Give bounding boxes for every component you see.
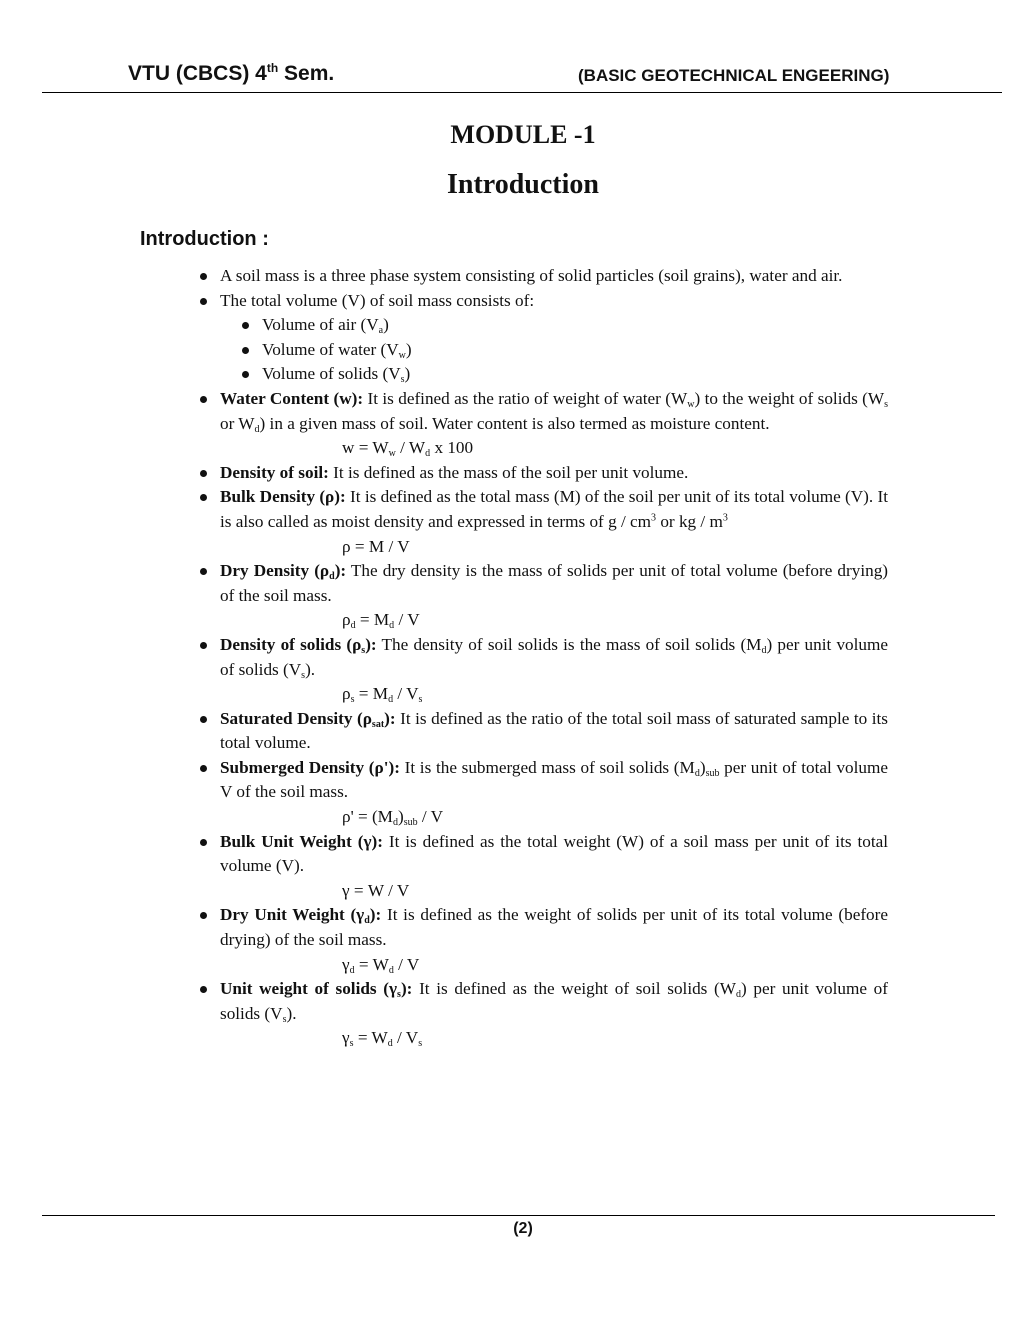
subscript: w <box>687 398 695 410</box>
text-segment: per unit of total volume V of the soil mass. <box>220 757 888 802</box>
formula <box>198 879 888 904</box>
definitions-list <box>198 264 888 1051</box>
subscript: s <box>350 694 355 706</box>
text-segment: The dry density is the mass of solids per unit of total volume (before drying) of the soil mass. <box>220 561 889 605</box>
subscript: s <box>282 1013 287 1025</box>
text-segment: / V <box>394 610 420 630</box>
list-item <box>198 903 888 952</box>
text-segment: ) in a given mass of soil. Water content is also termed as moisture content. <box>259 413 770 433</box>
subscript: sub <box>705 767 720 779</box>
text-segment: x 100 <box>430 438 474 458</box>
subscript: d <box>388 964 394 976</box>
text-segment: Dry Unit Weight (γ <box>220 905 365 925</box>
text-segment: ρ <box>342 684 351 704</box>
footer-rule <box>42 1215 995 1216</box>
header-course <box>128 62 334 86</box>
text-segment: = W <box>354 954 389 974</box>
text-segment: The total volume (V) of soil mass consists of: <box>220 290 535 310</box>
term <box>220 709 396 728</box>
header-course-sup: th <box>266 61 279 75</box>
subscript: s <box>884 398 888 410</box>
text-segment: It is the submerged mass of soil solids (M <box>399 757 695 777</box>
term: Submerged Density (ρ'): <box>220 757 400 777</box>
text-segment: ρ = M / V <box>342 536 410 556</box>
text-segment: / V <box>392 1028 419 1048</box>
list-item <box>198 264 888 289</box>
text-segment: Saturated Density (ρ <box>220 708 372 728</box>
text-segment: / W <box>395 438 426 458</box>
term: Density of soil: <box>220 462 329 482</box>
subscript: s <box>361 644 366 656</box>
text-segment: = M <box>355 610 390 630</box>
superscript: 3 <box>651 512 657 524</box>
subscript: d <box>364 915 370 927</box>
chapter-title: Introduction <box>447 169 599 200</box>
text-segment: Volume of solids (V <box>262 364 401 384</box>
formula <box>198 805 888 830</box>
text-segment: ) <box>405 339 412 359</box>
text-segment: ρ' = (M <box>342 807 393 827</box>
text-segment: ): <box>365 634 377 654</box>
module-title: MODULE -1 <box>450 120 596 149</box>
text-segment: = W <box>353 1028 388 1048</box>
text-segment: Dry Density (ρ <box>220 561 330 581</box>
subscript: d <box>387 1038 393 1050</box>
text-segment: / V <box>417 807 444 827</box>
text-segment: It is defined as the total mass (M) of the soil per unit of its total volume (V). It is also called as moist density and expressed in terms of g / cm <box>220 487 889 531</box>
subscript: d <box>736 989 741 1001</box>
list-item <box>198 707 888 756</box>
subscript: d <box>349 964 355 976</box>
text-segment: ) per unit volume of solids (V <box>220 979 888 1023</box>
text-segment: / V <box>393 954 420 974</box>
list-item <box>198 387 888 436</box>
text-segment: Volume of air (V <box>262 315 379 335</box>
list-item <box>198 756 888 805</box>
term <box>220 635 377 654</box>
text-segment: It is defined as the mass of the soil per unit volume. <box>328 462 689 482</box>
subscript: s <box>301 669 306 681</box>
text-segment: w = W <box>342 438 389 458</box>
sub-list-item <box>198 338 888 363</box>
list-item <box>198 461 888 486</box>
formula <box>198 436 888 461</box>
formula <box>198 608 888 633</box>
subscript: d <box>350 620 356 632</box>
subscript: d <box>389 620 395 632</box>
subscript: d <box>694 767 700 779</box>
page-number: (2) <box>513 1220 533 1237</box>
text-segment: ): <box>369 905 382 925</box>
text-segment: The density of soil solids is the mass of soil solids (M <box>376 634 762 654</box>
text-segment: Density of solids (ρ <box>220 634 362 654</box>
text-segment: ) <box>404 364 411 384</box>
subscript: d <box>329 571 335 583</box>
section-heading: Introduction : <box>140 228 269 250</box>
term <box>220 905 382 927</box>
formula <box>198 535 888 560</box>
subscript: d <box>392 817 398 829</box>
formula <box>198 1026 888 1051</box>
text-segment: ). <box>286 1003 297 1023</box>
subscript: d <box>425 448 431 460</box>
text-segment: ) to the weight of solids (W <box>694 388 885 408</box>
text-segment: ). <box>305 659 316 679</box>
subscript: s <box>349 1038 354 1050</box>
subscript: w <box>398 349 406 361</box>
superscript: 3 <box>722 512 728 524</box>
sub-list-item <box>198 313 888 338</box>
text-segment: ) per unit volume of solids (V <box>220 634 889 679</box>
text-segment: ): <box>384 708 396 728</box>
text-segment: ) <box>397 807 404 827</box>
text-segment: γ <box>342 1028 350 1048</box>
subscript: a <box>378 325 384 337</box>
subscript: s <box>400 374 405 386</box>
subscript: s <box>397 989 401 1001</box>
text-segment: = M <box>354 684 389 704</box>
header-course-text: VTU (CBCS) 4 <box>128 62 267 85</box>
text-segment: γ <box>342 954 350 974</box>
text-segment: It is defined as the weight of solids per unit of its total volume (before drying) of the soil mass. <box>220 905 888 950</box>
list-item <box>198 559 888 608</box>
text-segment: ) <box>699 757 706 777</box>
subscript: w <box>388 448 396 460</box>
text-segment: ) <box>383 315 389 335</box>
subscript: d <box>761 644 767 656</box>
text-segment: or W <box>220 413 255 433</box>
term: Water Content (w): <box>220 388 364 408</box>
text-segment: ρ <box>342 610 351 630</box>
text-segment: / V <box>393 684 419 704</box>
text-segment: ): <box>334 561 347 581</box>
header-subject: (BASIC GEOTECHNICAL ENGEERING) <box>578 66 890 85</box>
subscript: s <box>418 694 423 706</box>
term: Bulk Unit Weight (γ): <box>220 831 383 851</box>
text-segment: It is defined as the total weight (W) of a soil mass per unit of its total volume (V). <box>220 831 888 876</box>
text-segment: It is defined as the ratio of the total soil mass of saturated sample to its total volume. <box>220 708 888 753</box>
formula <box>198 953 888 978</box>
text-segment: A soil mass is a three phase system consisting of solid particles (soil grains), water and air. <box>220 266 843 285</box>
text-segment: γ = W / V <box>342 880 410 900</box>
text-segment: or kg / m <box>656 511 723 531</box>
term <box>220 979 413 1001</box>
subscript: d <box>388 694 394 706</box>
subscript: sub <box>403 817 418 829</box>
list-item <box>198 289 888 314</box>
term <box>220 561 347 583</box>
list-item <box>198 977 888 1026</box>
formula <box>198 682 888 707</box>
term: Bulk Density (ρ): <box>220 487 346 507</box>
subscript: sat <box>371 718 385 730</box>
text-segment: It is defined as the ratio of weight of water (W <box>363 388 688 408</box>
list-item <box>198 830 888 879</box>
list-item <box>198 633 888 682</box>
text-segment: It is defined as the weight of soil solids (W <box>412 979 736 999</box>
sub-list-item <box>198 362 888 387</box>
subscript: s <box>418 1038 423 1050</box>
list-item <box>198 485 888 534</box>
text-segment: ): <box>400 979 413 999</box>
header-course-tail: Sem. <box>278 62 335 85</box>
header-rule <box>42 92 1002 93</box>
text-segment: Unit weight of solids (γ <box>220 979 398 999</box>
subscript: d <box>254 423 260 435</box>
text-segment: Volume of water (V <box>262 339 399 359</box>
